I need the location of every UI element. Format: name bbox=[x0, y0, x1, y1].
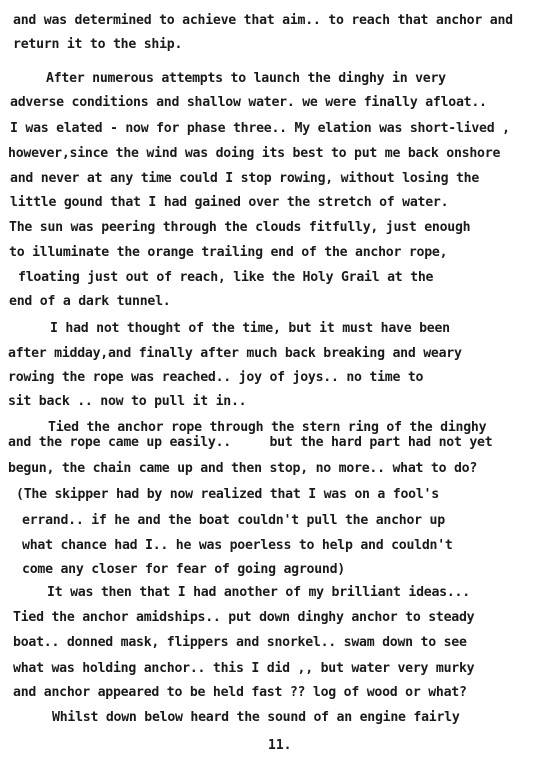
text-line: and never at any time could I stop rowing, without losing the bbox=[10, 171, 480, 186]
text-line: to illuminate the orange trailing end of the anchor rope, bbox=[9, 245, 448, 260]
text-line: floating just out of reach, like the Holy Grail at the bbox=[18, 270, 434, 285]
text-line: The sun was peering through the clouds fitfully, just enough bbox=[9, 220, 471, 235]
text-line: Tied the anchor rope through the stern ring of the dinghy bbox=[48, 420, 487, 435]
text-line: begun, the chain came up and then stop, no more.. what to do? bbox=[8, 461, 478, 476]
text-line: return it to the ship. bbox=[13, 37, 183, 52]
text-line: and was determined to achieve that aim.. to reach that anchor and bbox=[13, 13, 513, 28]
text-line: little gound that I had gained over the stretch of water. bbox=[10, 195, 449, 210]
text-line: what chance had I.. he was poerless to help and couldn't bbox=[22, 538, 453, 553]
text-line: what was holding anchor.. this I did ,, but water very murky bbox=[13, 661, 475, 676]
text-line: adverse conditions and shallow water. we were finally afloat.. bbox=[10, 95, 487, 110]
text-line: Tied the anchor amidships.. put down dinghy anchor to steady bbox=[13, 610, 475, 625]
text-line: After numerous attempts to launch the dinghy in very bbox=[46, 71, 446, 86]
text-line: rowing the rope was reached.. joy of joys.. no time to bbox=[8, 370, 424, 385]
text-line: It was then that I had another of my brilliant ideas... bbox=[47, 585, 470, 600]
text-line: errand.. if he and the boat couldn't pull the anchor up bbox=[22, 513, 445, 528]
text-line: (The skipper had by now realized that I was on a fool's bbox=[16, 487, 439, 502]
text-line: after midday,and finally after much back breaking and weary bbox=[8, 346, 462, 361]
text-line: I had not thought of the time, but it must have been bbox=[50, 321, 450, 336]
text-line: sit back .. now to pull it in.. bbox=[8, 394, 247, 409]
text-line: and the rope came up easily.. but the hard part had not yet bbox=[8, 435, 493, 450]
text-line: come any closer for fear of going aground) bbox=[22, 562, 345, 577]
text-line: end of a dark tunnel. bbox=[9, 294, 171, 309]
page-number: 11. bbox=[268, 738, 292, 753]
text-line: boat.. donned mask, flippers and snorkel.. swam down to see bbox=[13, 635, 467, 650]
text-line: Whilst down below heard the sound of an engine fairly bbox=[52, 710, 460, 725]
text-line: and anchor appeared to be held fast ?? log of wood or what? bbox=[13, 685, 467, 700]
text-line: however,since the wind was doing its best to put me back onshore bbox=[8, 146, 501, 161]
text-line: I was elated - now for phase three.. My elation was short-lived , bbox=[10, 121, 510, 136]
